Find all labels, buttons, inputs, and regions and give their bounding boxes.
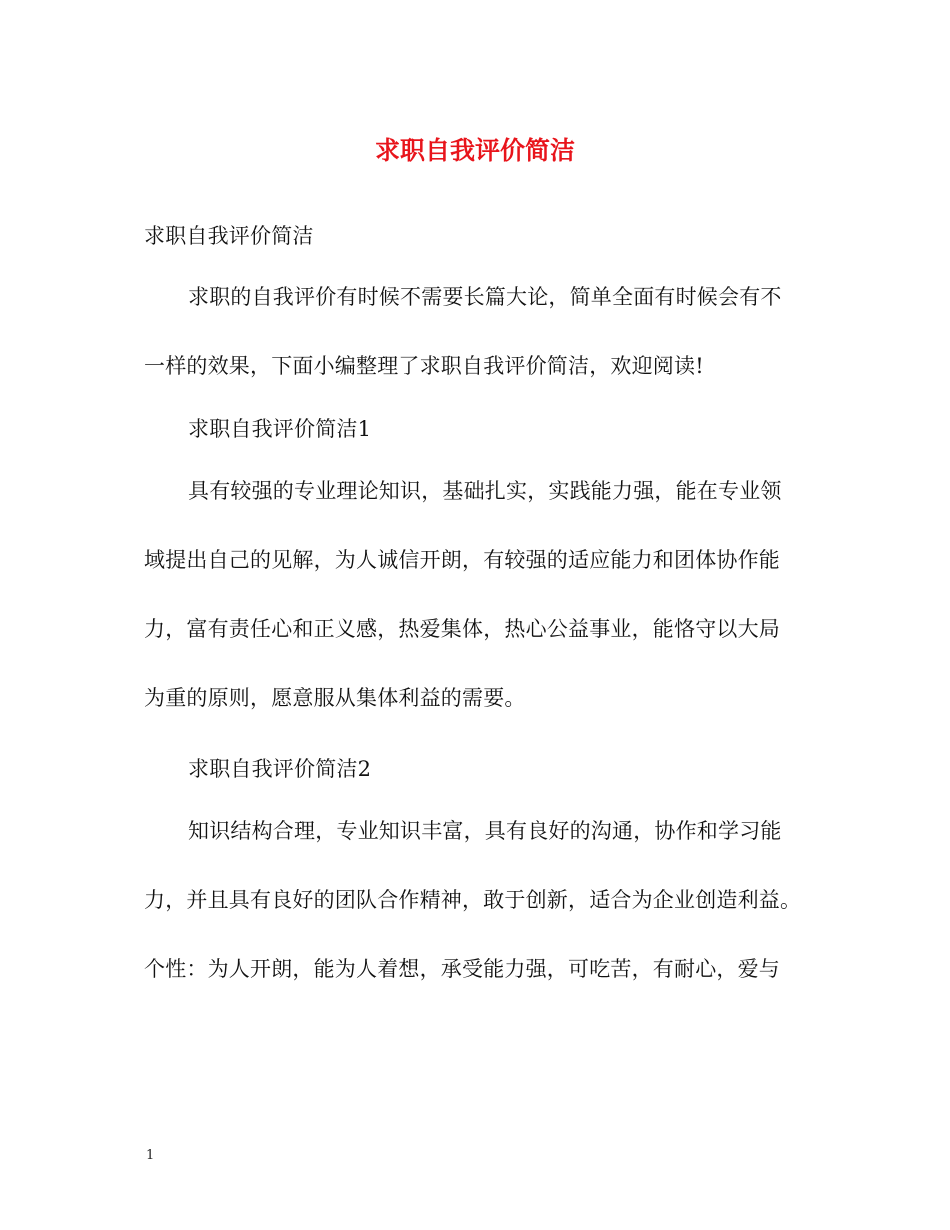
subtitle-line: 求职自我评价简洁 [144, 224, 314, 248]
section-1-line-4: 为重的原则，愿意服从集体利益的需要。 [144, 686, 526, 710]
page-number: 1 [146, 1148, 155, 1163]
section-2-line-1: 知识结构合理，专业知识丰富，具有良好的沟通，协作和学习能 [188, 819, 782, 843]
section-2-line-3: 个性：为人开朗，能为人着想，承受能力强，可吃苦，有耐心，爱与 [144, 957, 780, 981]
page-title: 求职自我评价简洁 [374, 136, 575, 165]
section-heading-2: 求职自我评价简洁2 [188, 757, 372, 781]
section-1-line-2: 域提出自己的见解，为人诚信开朗，有较强的适应能力和团体协作能 [144, 548, 780, 572]
section-heading-1: 求职自我评价简洁1 [188, 417, 372, 441]
intro-line-1: 求职的自我评价有时候不需要长篇大论，简单全面有时候会有不 [188, 285, 782, 309]
section-1-line-3: 力，富有责任心和正义感，热爱集体，热心公益事业，能恪守以大局 [144, 617, 780, 641]
section-1-line-1: 具有较强的专业理论知识，基础扎实，实践能力强，能在专业领 [188, 479, 782, 503]
intro-line-2: 一样的效果，下面小编整理了求职自我评价简洁，欢迎阅读! [144, 354, 704, 378]
section-2-line-2: 力，并且具有良好的团队合作精神，敢于创新，适合为企业创造利益。 [144, 888, 802, 912]
